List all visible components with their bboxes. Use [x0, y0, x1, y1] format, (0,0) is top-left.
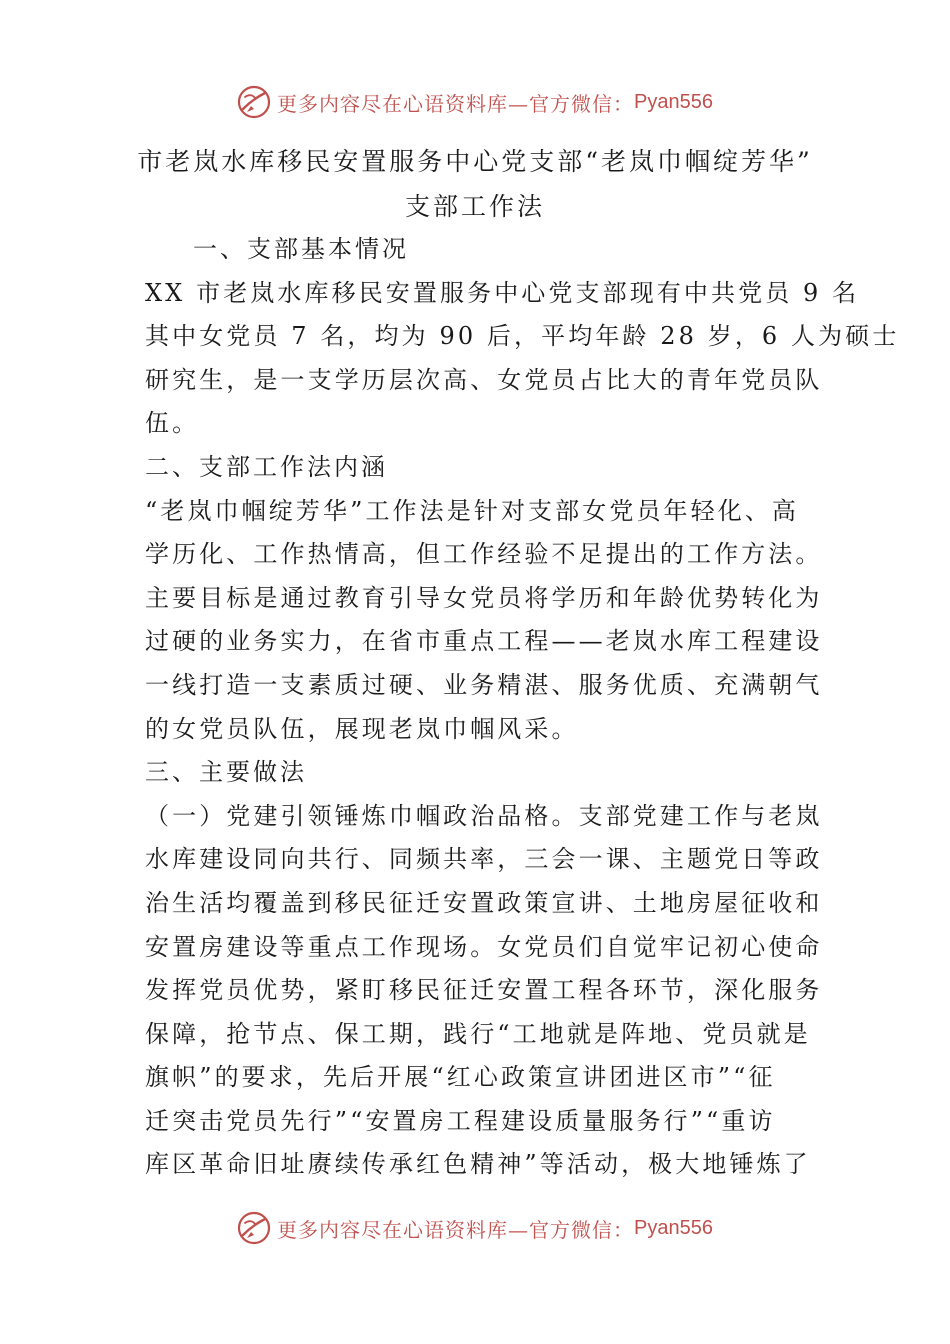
body-line: 一线打造一支素质过硬、业务精湛、服务优质、充满朝气	[145, 670, 823, 699]
body-line: 过硬的业务实力，在省市重点工程——老岚水库工程建设	[145, 627, 823, 656]
watermark-header	[0, 82, 950, 122]
body-line: 研究生，是一支学历层次高、女党员占比大的青年党员队	[145, 365, 823, 394]
body-line: XX 市老岚水库移民安置服务中心党支部现有中共党员 9 名	[145, 278, 860, 307]
body-line: 库区革命旧址赓续传承红色精神”等活动，极大地锤炼了	[145, 1150, 811, 1179]
body-line: 的女党员队伍，展现老岚巾帼风采。	[145, 714, 579, 743]
watermark-footer	[0, 1208, 950, 1248]
body-line: 水库建设同向共行、同频共率，三会一课、主题党日等政	[145, 845, 823, 874]
body-line: 其中女党员 7 名，均为 90 后，平均年龄 28 岁，6 人为硕士	[145, 322, 900, 351]
section-heading: 三、主要做法	[145, 758, 307, 787]
body-line: 发挥党员优势，紧盯移民征迁安置工程各环节，深化服务	[145, 976, 823, 1005]
body-line: 学历化、工作热情高，但工作经验不足提出的工作方法。	[145, 540, 823, 569]
section-heading: 一、支部基本情况	[193, 235, 409, 263]
body-line: 主要目标是通过教育引导女党员将学历和年龄优势转化为	[145, 583, 823, 612]
pen-logo-icon	[237, 1211, 271, 1245]
body-line: 迁突击党员先行”“安置房工程建设质量服务行”“重访	[145, 1106, 776, 1135]
watermark-wechat-id: Pyan556	[634, 90, 713, 113]
document-title-line-1: 市老岚水库移民安置服务中心党支部“老岚巾帼绽芳华”	[137, 147, 813, 176]
body-line: 伍。	[145, 409, 200, 438]
pen-logo-icon	[237, 85, 271, 119]
document-body	[145, 228, 900, 1187]
body-line: （一）党建引领锤炼巾帼政治品格。支部党建工作与老岚	[145, 801, 823, 830]
watermark-wechat-id: Pyan556	[634, 1216, 713, 1239]
watermark-text: 更多内容尽在心语资料库—官方微信：	[277, 91, 635, 116]
body-line: 保障，抢节点、保工期，践行“工地就是阵地、党员就是	[145, 1019, 811, 1048]
watermark-text: 更多内容尽在心语资料库—官方微信：	[277, 1217, 635, 1242]
body-line: 安置房建设等重点工作现场。女党员们自觉牢记初心使命	[145, 932, 823, 961]
body-line: 治生活均覆盖到移民征迁安置政策宣讲、土地房屋征收和	[145, 888, 823, 917]
document-title-line-2: 支部工作法	[404, 192, 545, 221]
body-line: 旗帜”的要求，先后开展“红心政策宣讲团进区市”“征	[145, 1063, 776, 1092]
body-line: “老岚巾帼绽芳华”工作法是针对支部女党员年轻化、高	[145, 496, 800, 525]
section-heading: 二、支部工作法内涵	[145, 452, 388, 481]
